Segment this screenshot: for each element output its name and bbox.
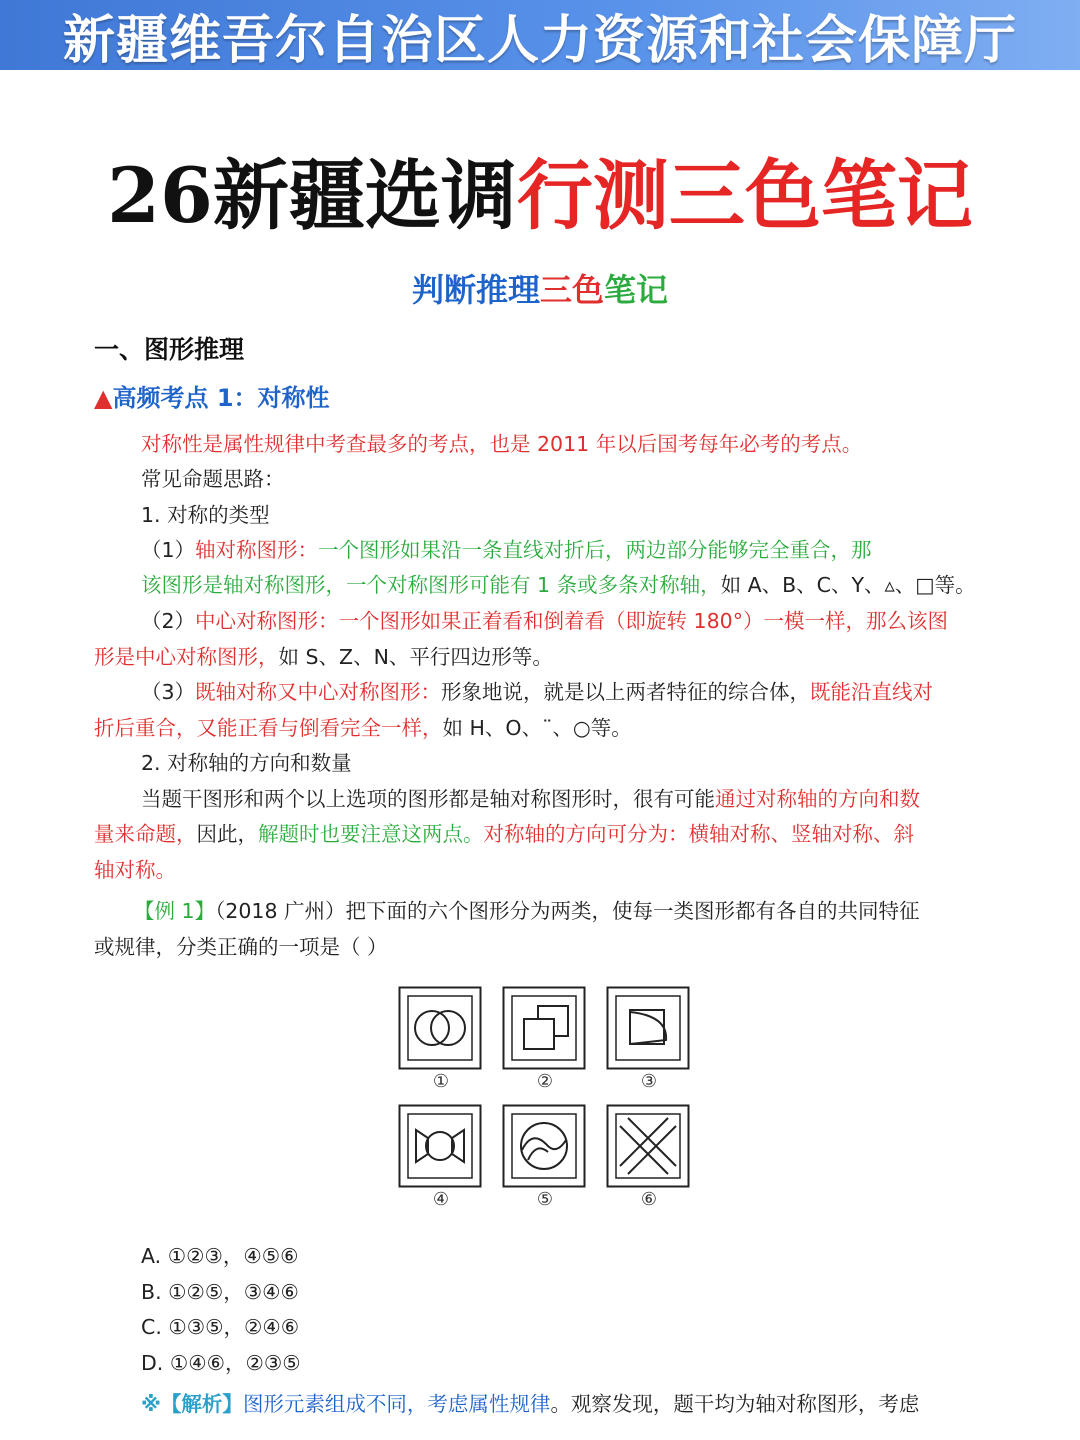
figure-cell — [398, 986, 484, 1094]
figure-cell — [502, 986, 588, 1094]
analysis-tag: ※【解析】 — [141, 1392, 243, 1416]
figure-grid — [396, 984, 696, 1224]
text-span: 该图形是轴对称图形，一个对称图形可能有 1 条或多条对称轴， — [141, 573, 721, 597]
text-span: （1） — [141, 538, 196, 562]
text-span: 因此， — [196, 822, 258, 846]
figure-cell — [502, 1104, 588, 1212]
example-tag: 【例 1】 — [134, 899, 216, 923]
paragraph-line — [141, 675, 933, 710]
figure-label: ④ — [432, 1189, 450, 1210]
option-c[interactable]: C. ①③⑤，②④⑥ — [141, 1315, 300, 1339]
subtitle-green: 笔记 — [604, 271, 669, 309]
paragraph-line: 常见命题思路： — [141, 467, 285, 491]
triangle-icon: ▲ — [94, 384, 113, 412]
figure-cell — [606, 986, 692, 1094]
text-span: 一个图形如果沿一条直线对折后，两边部分能够完全重合，那 — [318, 538, 872, 562]
option-d[interactable]: D. ①④⑥，②③⑤ — [141, 1351, 301, 1375]
text-span: 如 S、Z、N、平行四边形等。 — [278, 645, 553, 669]
example-line: 或规律，分类正确的一项是（ ） — [94, 935, 388, 959]
text-span: 如 H、O、¨、○等。 — [442, 716, 632, 740]
subtitle-red: 三色 — [539, 271, 604, 309]
text-span: 形象地说，就是以上两者特征的综合体， — [441, 680, 811, 704]
text-span: 当题干图形和两个以上选项的图形都是轴对称图形时，很有可能 — [141, 787, 715, 811]
option-b[interactable]: B. ①②⑤，③④⑥ — [141, 1280, 299, 1304]
paragraph-line — [94, 640, 553, 675]
figure-label: ⑤ — [536, 1189, 554, 1210]
text-span: 图形元素组成不同，考虑属性规律 — [242, 1392, 551, 1416]
title-black: 26新疆选调 — [107, 151, 517, 240]
paragraph-line: 2. 对称轴的方向和数量 — [141, 751, 352, 775]
paragraph-line: 1. 对称的类型 — [141, 503, 270, 527]
two-overlapping-circles-icon — [398, 986, 482, 1070]
text-span: 中心对称图形：一个图形如果正着看和倒着看（即旋转 180°）一模一样，那么该图 — [195, 609, 948, 633]
key-point-text: 高频考点 1：对称性 — [112, 384, 330, 412]
banner-text: 新疆维吾尔自治区人力资源和社会保障厅 — [62, 10, 1017, 71]
paragraph-line — [94, 711, 632, 746]
sub-title — [0, 268, 1080, 312]
figure-label: ② — [536, 1071, 554, 1092]
paragraph-line — [141, 782, 920, 817]
two-overlapping-squares-icon — [502, 986, 586, 1070]
text-span: 既轴对称又中心对称图形： — [195, 680, 442, 704]
crossed-lines-icon — [606, 1104, 690, 1188]
square-with-arc-icon — [606, 986, 690, 1070]
text-span: 。观察发现，题干均为轴对称图形，考虑 — [550, 1392, 920, 1416]
text-span: 量来命题， — [94, 822, 197, 846]
text-span: 如 A、B、C、Y、▵、□等。 — [720, 573, 976, 597]
text-span: 轴对称图形： — [195, 538, 319, 562]
figure-cell — [606, 1104, 692, 1212]
figure-label: ⑥ — [640, 1189, 658, 1210]
text-span: 解题时也要注意这两点。 — [258, 822, 484, 846]
paragraph-line: 对称性是属性规律中考查最多的考点，也是 2011 年以后国考每年必考的考点。 — [141, 432, 863, 456]
header-banner — [0, 0, 1080, 70]
paragraph-line: 轴对称。 — [94, 858, 176, 882]
option-a[interactable]: A. ①②③，④⑤⑥ — [141, 1244, 299, 1268]
title-red: 行测三色笔记 — [516, 151, 973, 240]
figure-cell — [398, 1104, 484, 1212]
text-span: 折后重合，又能正看与倒看完全一样， — [94, 716, 443, 740]
text-span: 对称轴的方向可分为：横轴对称、竖轴对称、斜 — [483, 822, 914, 846]
figure-label: ③ — [640, 1071, 658, 1092]
page-title — [0, 150, 1080, 242]
text-span: 既能沿直线对 — [810, 680, 934, 704]
text-span: 形是中心对称图形， — [94, 645, 279, 669]
text-span: （3） — [141, 680, 196, 704]
section-heading: 一、图形推理 — [94, 335, 245, 364]
example-line — [134, 894, 920, 929]
circle-with-curve-icon — [502, 1104, 586, 1188]
text-span: （2018 广州）把下面的六个图形分为两类，使每一类图形都有各自的共同特征 — [215, 899, 920, 923]
analysis-line — [141, 1387, 919, 1422]
bowtie-with-circle-icon — [398, 1104, 482, 1188]
paragraph-line — [141, 568, 976, 603]
text-span: 通过对称轴的方向和数 — [715, 787, 920, 811]
subtitle-blue: 判断推理 — [411, 271, 540, 309]
figure-label: ① — [432, 1071, 450, 1092]
paragraph-line — [94, 817, 914, 852]
paragraph-line — [141, 604, 948, 639]
key-point-heading — [94, 378, 330, 418]
paragraph-line — [141, 533, 872, 568]
text-span: （2） — [141, 609, 196, 633]
